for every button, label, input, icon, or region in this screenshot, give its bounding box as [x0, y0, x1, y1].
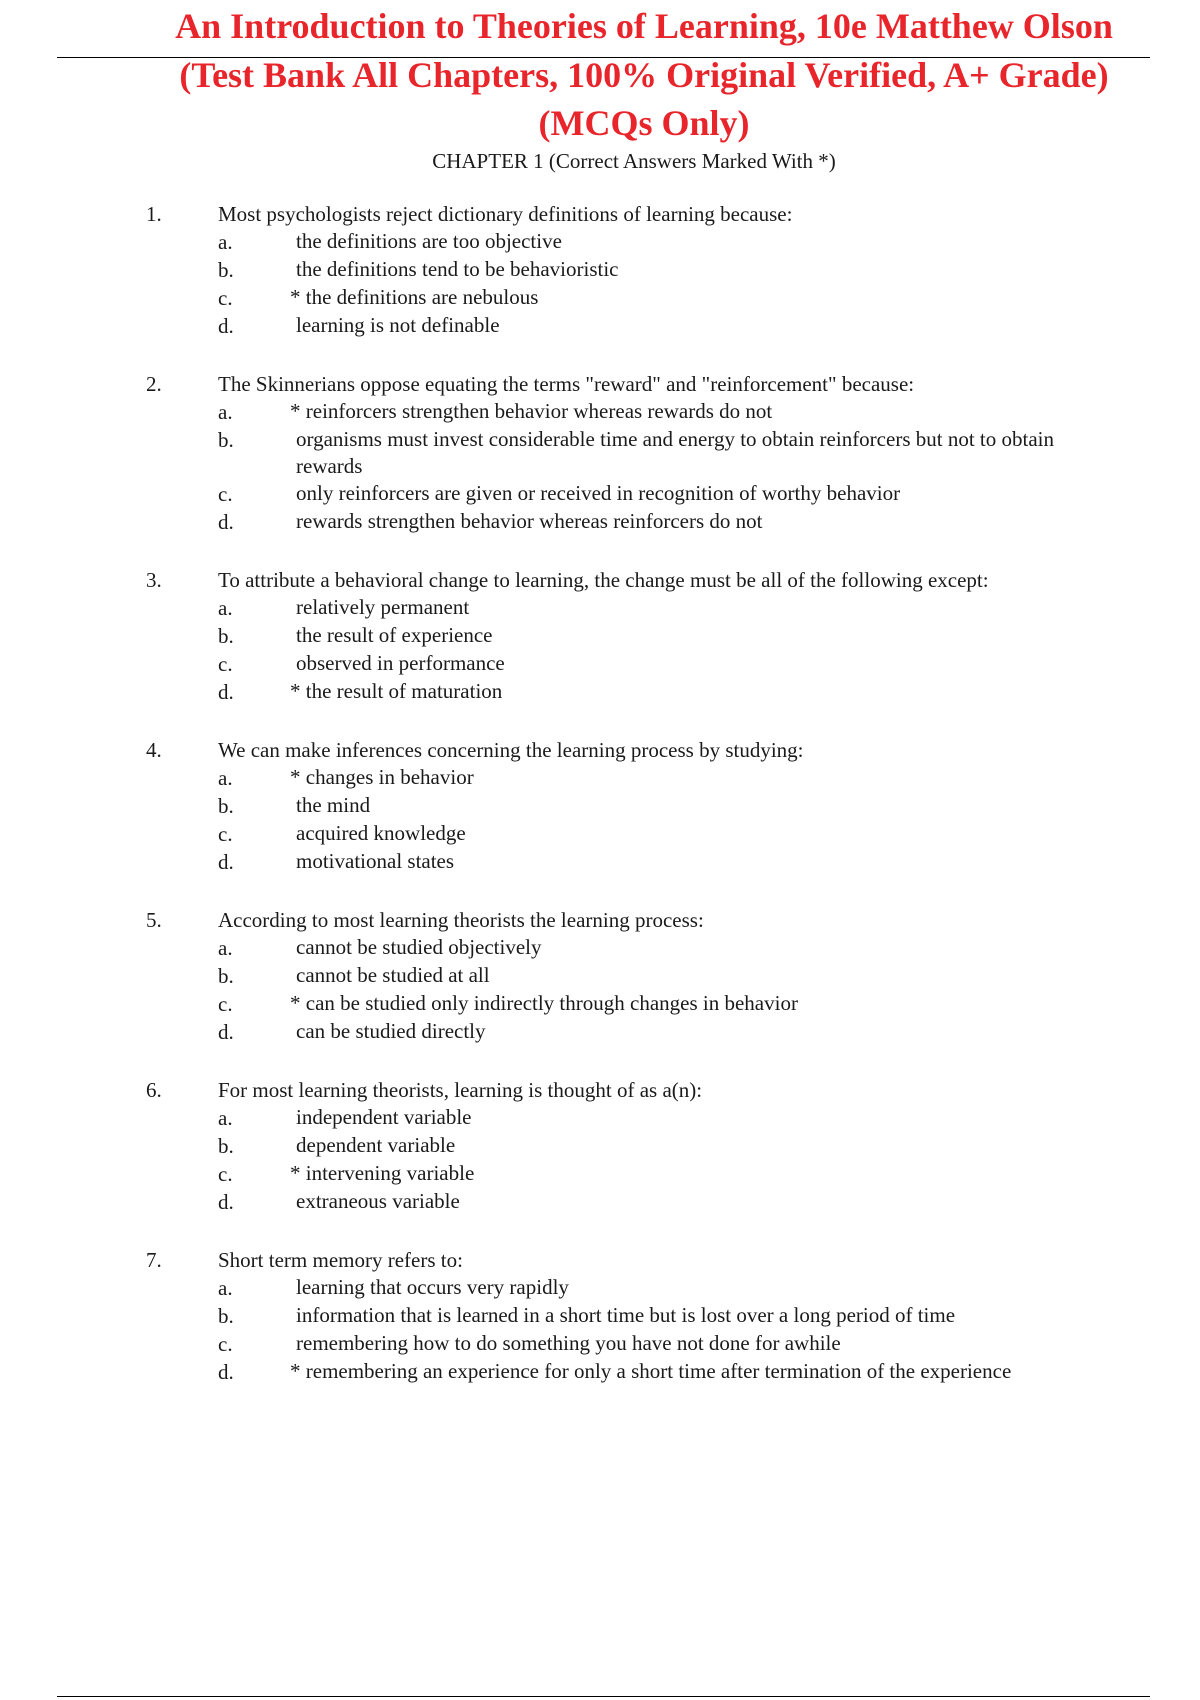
option-text: motivational states — [296, 849, 455, 873]
option-letter: d. — [218, 1360, 234, 1384]
answer-option — [0, 1330, 1200, 1358]
option-text: * can be studied only indirectly through changes in behavior — [290, 991, 798, 1015]
option-text: the result of experience — [296, 623, 493, 647]
option-letter: a. — [218, 400, 233, 424]
option-text: dependent variable — [296, 1133, 456, 1157]
option-text: * intervening variable — [290, 1161, 475, 1185]
answer-option — [0, 678, 1200, 706]
option-letter: c. — [218, 482, 233, 506]
question-item — [0, 906, 1200, 1046]
option-text: * reinforcers strengthen behavior whereas rewards do not — [290, 399, 773, 423]
question-item — [0, 200, 1200, 340]
answer-option — [0, 1160, 1200, 1188]
answer-option — [0, 1018, 1200, 1046]
answer-option — [0, 1132, 1200, 1160]
option-text: * the definitions are nebulous — [290, 285, 539, 309]
answer-option — [0, 508, 1200, 536]
answer-option — [0, 312, 1200, 340]
question-item — [0, 1076, 1200, 1216]
document-title-line-1: An Introduction to Theories of Learning, 10e Matthew Olson — [175, 6, 1113, 46]
option-text: observed in performance — [296, 651, 505, 675]
option-letter: d. — [218, 680, 234, 704]
question-text: To attribute a behavioral change to learning, the change must be all of the following except: — [218, 568, 989, 592]
question-text: According to most learning theorists the learning process: — [218, 908, 704, 932]
option-text: the definitions are too objective — [296, 229, 562, 253]
option-text: * the result of maturation — [290, 679, 503, 703]
page-bottom-rule — [57, 1696, 1150, 1697]
answer-option — [0, 990, 1200, 1018]
question-number: 5. — [146, 908, 162, 932]
option-text: cannot be studied objectively — [296, 935, 542, 959]
question-stem — [0, 200, 1200, 228]
option-text: can be studied directly — [296, 1019, 486, 1043]
question-stem — [0, 1246, 1200, 1274]
option-letter: c. — [218, 992, 233, 1016]
question-stem — [0, 566, 1200, 594]
option-text: * remembering an experience for only a short time after termination of the experience — [290, 1359, 1012, 1383]
question-list — [0, 200, 1200, 1416]
option-text: * changes in behavior — [290, 765, 474, 789]
option-letter: c. — [218, 1332, 233, 1356]
option-letter: a. — [218, 230, 233, 254]
question-item — [0, 370, 1200, 536]
option-text: extraneous variable — [296, 1189, 460, 1213]
answer-option — [0, 256, 1200, 284]
question-text: We can make inferences concerning the learning process by studying: — [218, 738, 804, 762]
option-text: only reinforcers are given or received in recognition of worthy behavior — [296, 481, 901, 505]
option-letter: a. — [218, 766, 233, 790]
option-letter: a. — [218, 1276, 233, 1300]
question-stem — [0, 736, 1200, 764]
option-letter: a. — [218, 936, 233, 960]
option-text: the mind — [296, 793, 371, 817]
question-text: For most learning theorists, learning is thought of as a(n): — [218, 1078, 703, 1102]
question-number: 6. — [146, 1078, 162, 1102]
answer-option — [0, 480, 1200, 508]
question-stem — [0, 370, 1200, 398]
option-letter: d. — [218, 1020, 234, 1044]
answer-option — [0, 1104, 1200, 1132]
option-text: remembering how to do something you have not done for awhile — [296, 1331, 841, 1355]
option-letter: a. — [218, 596, 233, 620]
answer-option — [0, 284, 1200, 312]
answer-option — [0, 1302, 1200, 1330]
option-letter: d. — [218, 510, 234, 534]
question-text: The Skinnerians oppose equating the terms "reward" and "reinforcement" because: — [218, 372, 915, 396]
option-text: independent variable — [296, 1105, 472, 1129]
option-text: information that is learned in a short time but is lost over a long period of time — [296, 1303, 956, 1327]
answer-option — [0, 650, 1200, 678]
option-text: learning is not definable — [296, 313, 500, 337]
option-letter: b. — [218, 794, 234, 818]
option-text: learning that occurs very rapidly — [296, 1275, 569, 1299]
question-number: 1. — [146, 202, 162, 226]
question-number: 7. — [146, 1248, 162, 1272]
option-letter: d. — [218, 1190, 234, 1214]
option-letter: b. — [218, 1304, 234, 1328]
question-item — [0, 736, 1200, 876]
answer-option — [0, 622, 1200, 650]
answer-option — [0, 934, 1200, 962]
option-letter: d. — [218, 850, 234, 874]
question-text: Most psychologists reject dictionary definitions of learning because: — [218, 202, 793, 226]
option-text: relatively permanent — [296, 595, 470, 619]
question-stem — [0, 1076, 1200, 1104]
question-item — [0, 566, 1200, 706]
option-letter: d. — [218, 314, 234, 338]
option-letter: b. — [218, 428, 234, 452]
option-letter: b. — [218, 624, 234, 648]
option-letter: c. — [218, 822, 233, 846]
answer-option — [0, 398, 1200, 426]
option-letter: c. — [218, 1162, 233, 1186]
answer-option — [0, 594, 1200, 622]
answer-option — [0, 820, 1200, 848]
answer-option — [0, 1358, 1200, 1386]
answer-option — [0, 848, 1200, 876]
answer-option — [0, 962, 1200, 990]
option-letter: b. — [218, 1134, 234, 1158]
answer-option — [0, 1188, 1200, 1216]
answer-option — [0, 228, 1200, 256]
option-letter: a. — [218, 1106, 233, 1130]
option-letter: b. — [218, 258, 234, 282]
document-title-line-3: (MCQs Only) — [538, 103, 750, 143]
answer-option — [0, 1274, 1200, 1302]
question-item — [0, 1246, 1200, 1386]
question-stem — [0, 906, 1200, 934]
document-title-line-2: (Test Bank All Chapters, 100% Original Verified, A+ Grade) — [179, 55, 1109, 95]
question-number: 3. — [146, 568, 162, 592]
option-text: acquired knowledge — [296, 821, 466, 845]
question-text: Short term memory refers to: — [218, 1248, 463, 1272]
question-number: 4. — [146, 738, 162, 762]
option-text: rewards strengthen behavior whereas reinforcers do not — [296, 509, 763, 533]
option-text: the definitions tend to be behavioristic — [296, 257, 619, 281]
option-letter: c. — [218, 652, 233, 676]
option-text: cannot be studied at all — [296, 963, 490, 987]
option-letter: b. — [218, 964, 234, 988]
answer-option — [0, 764, 1200, 792]
answer-option — [0, 792, 1200, 820]
answer-option — [0, 426, 1200, 480]
option-letter: c. — [218, 286, 233, 310]
question-number: 2. — [146, 372, 162, 396]
option-text: organisms must invest considerable time and energy to obtain reinforcers but not to obtain rewards — [296, 427, 1054, 478]
chapter-heading: CHAPTER 1 (Correct Answers Marked With *) — [432, 149, 836, 173]
